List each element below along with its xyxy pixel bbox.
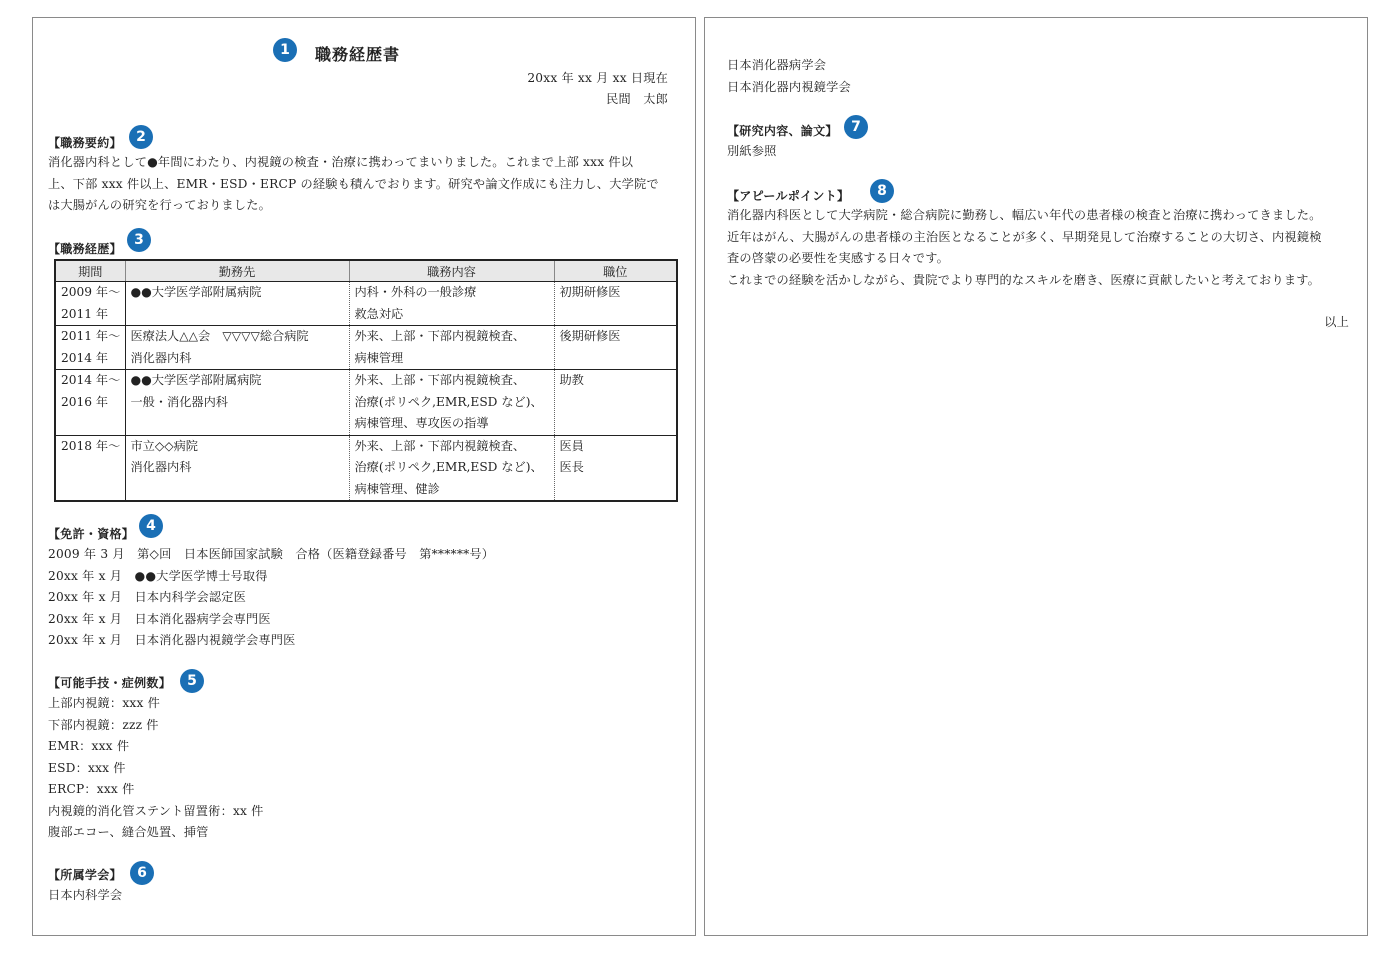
cell-line: 2016 年 <box>61 394 109 409</box>
table-row <box>55 435 677 501</box>
cell-line: 助教 <box>559 373 584 387</box>
number-badge-5: 5 <box>180 669 204 693</box>
cell-line: 外来、上部・下部内視鏡検査、 <box>354 329 526 343</box>
summary-line: は大腸がんの研究を行っておりました。 <box>48 198 271 212</box>
cell-line: 市立◇◇病院 <box>130 438 198 453</box>
table-row <box>55 282 677 326</box>
list-item: 日本消化器病学会 <box>727 58 827 72</box>
summary-heading: 【職務要約】 <box>48 136 122 150</box>
appeal-line: 近年はがん、大腸がんの患者様の主治医となることが多く、早期発見して治療することの大切さ、内視鏡検 <box>727 229 1322 244</box>
cell-line: 後期研修医 <box>559 329 621 343</box>
list-item: 日本内科学会 <box>48 888 123 902</box>
cell-line: ●●大学医学部附属病院 <box>130 285 262 299</box>
cell-line: 2011 年 <box>61 306 109 321</box>
author-name: 民間 太郎 <box>606 92 668 106</box>
number-badge-8: 8 <box>870 179 894 203</box>
cell-line: 治療(ポリペク,EMR,ESD など)、 <box>354 394 543 409</box>
number-badge-4: 4 <box>139 514 163 538</box>
cell-line: 医長 <box>559 460 584 474</box>
cell-line: 治療(ポリペク,EMR,ESD など)、 <box>354 460 543 474</box>
duties-cell <box>349 326 554 370</box>
cell-line: 2009 年〜 <box>61 285 121 299</box>
list-item: 20xx 年 x 月 ●●大学医学博士号取得 <box>48 568 268 583</box>
licenses-list <box>48 544 494 652</box>
duties-cell <box>349 370 554 436</box>
summary-line: 上、下部 xxx 件以上、EMR・ESD・ERCP の経験も積んでおります。研究や論文作成にも注力し、大学院で <box>48 176 659 191</box>
number-badge-1: 1 <box>273 38 297 62</box>
duties-cell <box>349 435 554 501</box>
cell-line: 救急対応 <box>354 306 404 321</box>
table-row <box>55 370 677 436</box>
appeal-line: 消化器内科医として大学病院・総合病院に勤務し、幅広い年代の患者様の検査と治療に携わってきました。 <box>727 208 1322 222</box>
period-cell <box>55 282 125 326</box>
licenses-heading: 【免許・資格】 <box>48 527 135 541</box>
societies-continued-list <box>727 55 851 98</box>
employer-cell <box>125 435 349 501</box>
skills-list <box>48 693 264 844</box>
cell-line: 一般・消化器内科 <box>130 394 228 409</box>
employer-cell <box>125 326 349 370</box>
cell-line: 2014 年〜 <box>61 373 121 387</box>
career-history-table <box>54 259 678 502</box>
list-item: 別紙参照 <box>727 144 777 158</box>
period-cell <box>55 326 125 370</box>
list-item: ERCP：xxx 件 <box>48 782 135 796</box>
cell-line: 消化器内科 <box>130 350 192 365</box>
cell-line: 医療法人△△会 ▽▽▽▽総合病院 <box>130 329 309 343</box>
period-cell <box>55 435 125 501</box>
list-item: 内視鏡的消化管ステント留置術：xx 件 <box>48 803 264 818</box>
list-item: 20xx 年 x 月 日本消化器病学会専門医 <box>48 611 271 626</box>
period-cell <box>55 370 125 436</box>
list-item: 腹部エコー、縫合処置、挿管 <box>48 825 209 839</box>
research-text <box>727 141 777 163</box>
societies-list <box>48 885 122 907</box>
cell-line: 外来、上部・下部内視鏡検査、 <box>354 373 526 387</box>
position-cell <box>554 282 677 326</box>
number-badge-6: 6 <box>130 861 154 885</box>
column-header-employer: 勤務先 <box>125 260 349 282</box>
document-date: 20xx 年 xx 月 xx 日現在 <box>527 71 668 85</box>
table-header-row <box>55 260 677 282</box>
resume-page-1 <box>32 17 696 936</box>
column-header-position: 職位 <box>554 260 677 282</box>
appeal-line: これまでの経験を活かしながら、貴院でより専門的なスキルを磨き、医療に貢献したいと考えております。 <box>727 272 1321 287</box>
research-heading: 【研究内容、論文】 <box>727 124 838 138</box>
number-badge-7: 7 <box>844 115 868 139</box>
cell-line: 消化器内科 <box>130 460 192 474</box>
cell-line: 2014 年 <box>61 350 109 365</box>
document-title: 職務経歴書 <box>315 45 401 64</box>
summary-text <box>48 152 659 217</box>
cell-line: 病棟管理、健診 <box>354 481 440 496</box>
cell-line: 内科・外科の一般診療 <box>354 285 477 299</box>
list-item: 20xx 年 x 月 日本内科学会認定医 <box>48 590 246 604</box>
position-cell <box>554 326 677 370</box>
list-item: 日本消化器内視鏡学会 <box>727 79 851 94</box>
cell-line: 2018 年〜 <box>61 438 121 453</box>
employer-cell <box>125 282 349 326</box>
cell-line: 医員 <box>559 438 584 453</box>
list-item: EMR：xxx 件 <box>48 739 130 753</box>
number-badge-2: 2 <box>129 125 153 149</box>
list-item: 20xx 年 x 月 日本消化器内視鏡学会専門医 <box>48 633 296 647</box>
cell-line: 病棟管理、専攻医の指導 <box>354 416 489 430</box>
appeal-heading: 【アピールポイント】 <box>727 189 850 203</box>
cell-line: 外来、上部・下部内視鏡検査、 <box>354 438 526 453</box>
number-badge-3: 3 <box>127 228 151 252</box>
list-item: 上部内視鏡：xxx 件 <box>48 696 161 710</box>
duties-cell <box>349 282 554 326</box>
cell-line: 2011 年〜 <box>61 329 121 343</box>
cell-line: 病棟管理 <box>354 350 404 365</box>
skills-heading: 【可能手技・症例数】 <box>48 676 172 690</box>
employer-cell <box>125 370 349 436</box>
table-row <box>55 326 677 370</box>
position-cell <box>554 435 677 501</box>
list-item: 2009 年 3 月 第◇回 日本医師国家試験 合格（医籍登録番号 第******号） <box>48 547 495 561</box>
cell-line: ●●大学医学部附属病院 <box>130 373 262 387</box>
resume-page-2 <box>704 17 1368 936</box>
list-item: ESD：xxx 件 <box>48 760 126 775</box>
summary-line: 消化器内科として●年間にわたり、内視鏡の検査・治療に携わってまいりました。これまで上部 xxx 件以 <box>48 155 634 169</box>
closing-text: 以上 <box>1324 315 1349 329</box>
list-item: 下部内視鏡：zzz 件 <box>48 717 159 732</box>
appeal-line: 査の啓蒙の必要性を実感する日々です。 <box>727 251 949 265</box>
appeal-text <box>727 205 1322 291</box>
history-heading: 【職務経歴】 <box>48 242 122 256</box>
cell-line: 初期研修医 <box>559 285 621 299</box>
societies-heading: 【所属学会】 <box>48 868 122 882</box>
column-header-duties: 職務内容 <box>349 260 554 282</box>
column-header-period: 期間 <box>55 260 125 282</box>
position-cell <box>554 370 677 436</box>
